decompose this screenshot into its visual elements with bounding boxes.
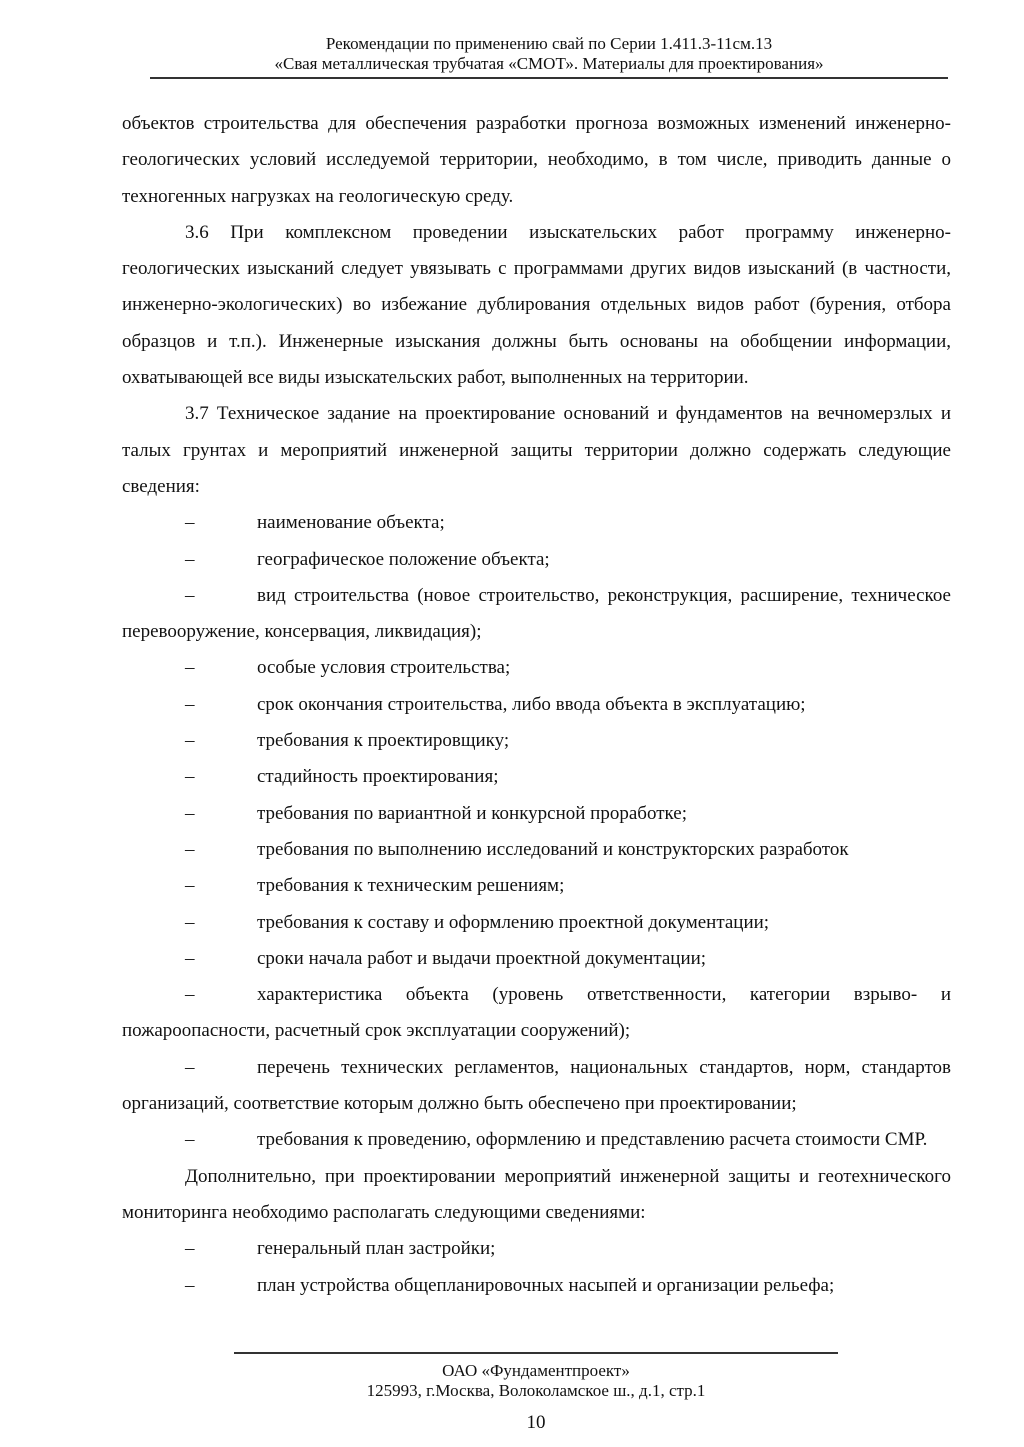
dash-marker: – — [185, 1274, 195, 1296]
list-item — [122, 796, 951, 832]
list-item — [122, 578, 951, 651]
list-item — [122, 1122, 951, 1158]
list-item-text: требования к техническим решениям; — [257, 875, 565, 897]
dash-marker: – — [185, 947, 195, 969]
page-number: 10 — [526, 1412, 546, 1433]
list-item — [122, 941, 951, 977]
dash-marker: – — [185, 548, 195, 570]
list-item-text: генеральный план застройки; — [257, 1238, 496, 1260]
dash-marker: – — [185, 911, 195, 933]
footer-org: ОАО «Фундаментпроект» — [442, 1361, 630, 1380]
header-rule — [150, 77, 948, 79]
dash-marker: – — [185, 1056, 195, 1078]
list-item-text: требования к проектировщику; — [257, 730, 510, 752]
list-item — [122, 1050, 951, 1123]
list-item — [122, 1268, 951, 1304]
paragraph-3-7: 3.7 Техническое задание на проектирование оснований и фундаментов на вечномерзлых и талых грунтах и мероприятий инженерной защиты территории должно содержать следующие сведения: — [122, 403, 951, 497]
dash-marker: – — [185, 657, 195, 679]
dash-marker: – — [185, 1238, 195, 1260]
dash-marker: – — [185, 984, 195, 1006]
list-item-text: особые условия строительства; — [257, 657, 511, 679]
dash-marker: – — [185, 766, 195, 788]
list-item-text: сроки начала работ и выдачи проектной документации; — [257, 947, 707, 969]
page-footer — [234, 1361, 838, 1401]
dash-marker: – — [185, 693, 195, 715]
footer-rule — [234, 1352, 838, 1354]
dash-marker: – — [185, 1129, 195, 1151]
list-item — [122, 723, 951, 759]
list-item — [122, 505, 951, 541]
list-item — [122, 650, 951, 686]
dash-marker: – — [185, 584, 195, 606]
page-header — [150, 34, 948, 74]
header-line-1: Рекомендации по применению свай по Серии 1.411.3-11см.13 — [325, 34, 773, 53]
list-item — [122, 868, 951, 904]
list-item-text: требования по выполнению исследований и конструкторских разработок — [257, 838, 849, 860]
dash-marker: – — [185, 730, 195, 752]
list-item-text: требования по вариантной и конкурсной проработке; — [257, 802, 687, 824]
list-item-text: географическое положение объекта; — [257, 548, 550, 570]
list-item-text: требования к составу и оформлению проектной документации; — [257, 911, 770, 933]
document-body — [122, 106, 951, 1304]
list-item-text: стадийность проектирования; — [257, 766, 499, 788]
dash-marker: – — [185, 875, 195, 897]
list-item — [122, 1231, 951, 1267]
list-item — [122, 905, 951, 941]
list-item — [122, 759, 951, 795]
header-line-2: «Свая металлическая трубчатая «СМОТ». Материалы для проектирования» — [274, 54, 824, 73]
paragraph-additional: Дополнительно, при проектировании мероприятий инженерной защиты и геотехнического мониторинга необходимо располагать следующими сведениями: — [122, 1165, 951, 1223]
footer-address: 125993, г.Москва, Волоколамское ш., д.1, стр.1 — [366, 1381, 706, 1400]
paragraph-3-6: 3.6 При комплексном проведении изыскательских работ программу инженерно-геологических изысканий следует увязывать с программами других видов изысканий (в частности, инженерно-экологических) во избежание дублирования отдельных видов работ (бурения, отбора образцов и т.п.). Инженерные изыскания должны быть основаны на обобщении информации, охватывающей все виды изыскательских работ, выполненных на территории. — [122, 221, 951, 389]
list-item — [122, 687, 951, 723]
dash-marker: – — [185, 802, 195, 824]
list-item-text: вид строительства (новое строительство, реконструкция, расширение, техническое перевооружение, консервация, ликвидация); — [122, 584, 951, 643]
list-item-text: перечень технических регламентов, национальных стандартов, норм, стандартов организаций, соответствие которым должно быть обеспечено при проектировании; — [122, 1056, 951, 1115]
list-item-text: характеристика объекта (уровень ответственности, категории взрыво- и пожароопасности, расчетный срок эксплуатации сооружений); — [122, 984, 951, 1042]
list-item-text: срок окончания строительства, либо ввода объекта в эксплуатацию; — [257, 693, 806, 715]
list-item-text: наименование объекта; — [257, 512, 445, 534]
list-item — [122, 832, 951, 868]
paragraph: объектов строительства для обеспечения разработки прогноза возможных изменений инженерно-геологических условий исследуемой территории, необходимо, в том числе, приводить данные о техногенных нагрузках на геологическую среду. — [122, 113, 951, 207]
dash-marker: – — [185, 838, 195, 860]
list-item-text: требования к проведению, оформлению и представлению расчета стоимости СМР. — [257, 1129, 928, 1151]
list-item-text: план устройства общепланировочных насыпей и организации рельефа; — [257, 1274, 835, 1296]
list-item — [122, 977, 951, 1050]
list-item — [122, 542, 951, 578]
dash-marker: – — [185, 512, 195, 534]
